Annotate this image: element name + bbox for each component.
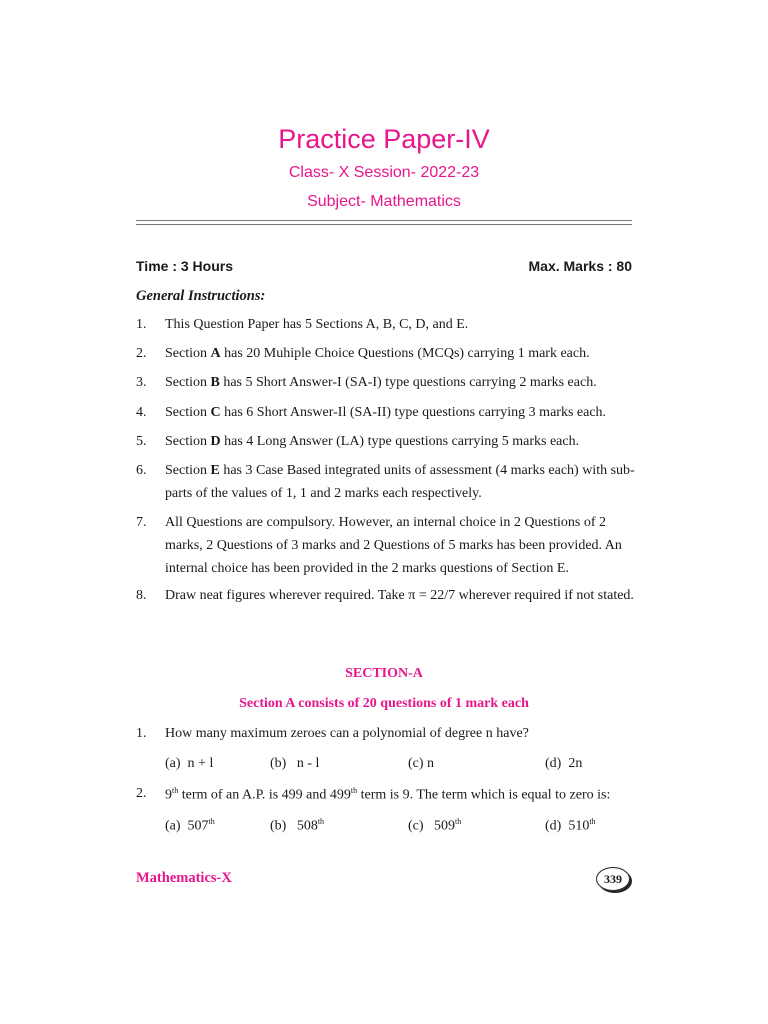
time-marks-row	[136, 258, 632, 274]
instruction-number: 1.	[136, 317, 147, 332]
instruction-number: 5.	[136, 434, 147, 449]
instruction-item	[136, 459, 636, 505]
paper-title: Practice Paper-IV	[278, 124, 490, 154]
instruction-number: 2.	[136, 346, 147, 361]
section-a-title: SECTION-A	[345, 666, 423, 681]
option-c: (c) 509th	[408, 817, 462, 834]
instruction-text: Section B has 5 Short Answer-I (SA-I) type questions carrying 2 marks each.	[165, 375, 597, 390]
instruction-text: Section A has 20 Muhiple Choice Questions (MCQs) carrying 1 mark each.	[165, 346, 590, 361]
option-b: (b) 508th	[270, 817, 325, 834]
question-options	[165, 756, 635, 776]
instruction-item	[136, 342, 636, 365]
instruction-number: 6.	[136, 463, 147, 478]
question-number: 2.	[136, 786, 147, 801]
option-a: (a) 507th	[165, 817, 215, 834]
question-options	[165, 817, 635, 837]
instruction-number: 7.	[136, 515, 147, 530]
instruction-text: All Questions are compulsory. However, an internal choice in 2 Questions of 2 marks, 2 Questions of 3 marks and 2 Questions of 5 marks has been provided. An internal choice has been provided in the 2 marks questions of Section E.	[165, 515, 622, 576]
section-a-subtitle: Section A consists of 20 questions of 1 mark each	[239, 696, 529, 711]
question-text: 9th term of an A.P. is 499 and 499th term is 9. The term which is equal to zero is:	[165, 786, 611, 803]
instruction-item	[136, 584, 636, 607]
instruction-number: 8.	[136, 588, 147, 603]
option-a: (a) n + l	[165, 756, 214, 771]
instruction-number: 4.	[136, 405, 147, 420]
instruction-text: This Question Paper has 5 Sections A, B, C, D, and E.	[165, 317, 469, 332]
question	[136, 726, 636, 742]
max-marks-label: Max. Marks : 80	[528, 258, 632, 274]
instruction-item	[136, 430, 636, 453]
page-number-badge: 339	[596, 867, 630, 891]
instruction-text: Section E has 3 Case Based integrated units of assessment (4 marks each) with sub-parts of the values of 1, 1 and 2 marks each respectively.	[165, 463, 635, 501]
option-d: (d) 2n	[545, 756, 583, 771]
option-c: (c) n	[408, 756, 435, 771]
instruction-item	[136, 313, 636, 336]
instruction-text: Section D has 4 Long Answer (LA) type questions carrying 5 marks each.	[165, 434, 580, 449]
option-d: (d) 510th	[545, 817, 596, 834]
class-session: Class- X Session- 2022-23	[288, 164, 480, 181]
question-text: How many maximum zeroes can a polynomial of degree n have?	[165, 726, 529, 741]
instruction-text: Draw neat figures wherever required. Take π = 22/7 wherever required if not stated.	[165, 588, 634, 603]
instructions-heading: General Instructions:	[136, 288, 266, 304]
instruction-item	[136, 371, 636, 394]
subject-line: Subject- Mathematics	[307, 193, 461, 210]
header-divider-top	[136, 220, 632, 221]
question-number: 1.	[136, 726, 147, 741]
footer-subject: Mathematics-X	[136, 870, 232, 886]
instruction-item	[136, 401, 636, 424]
question	[136, 786, 636, 804]
time-label: Time : 3 Hours	[136, 258, 233, 274]
instruction-text: Section C has 6 Short Answer-Il (SA-II) type questions carrying 3 marks each.	[165, 405, 607, 420]
header-divider-bottom	[136, 224, 632, 225]
instruction-number: 3.	[136, 375, 147, 390]
instruction-item	[136, 511, 636, 580]
option-b: (b) n - l	[270, 756, 320, 771]
